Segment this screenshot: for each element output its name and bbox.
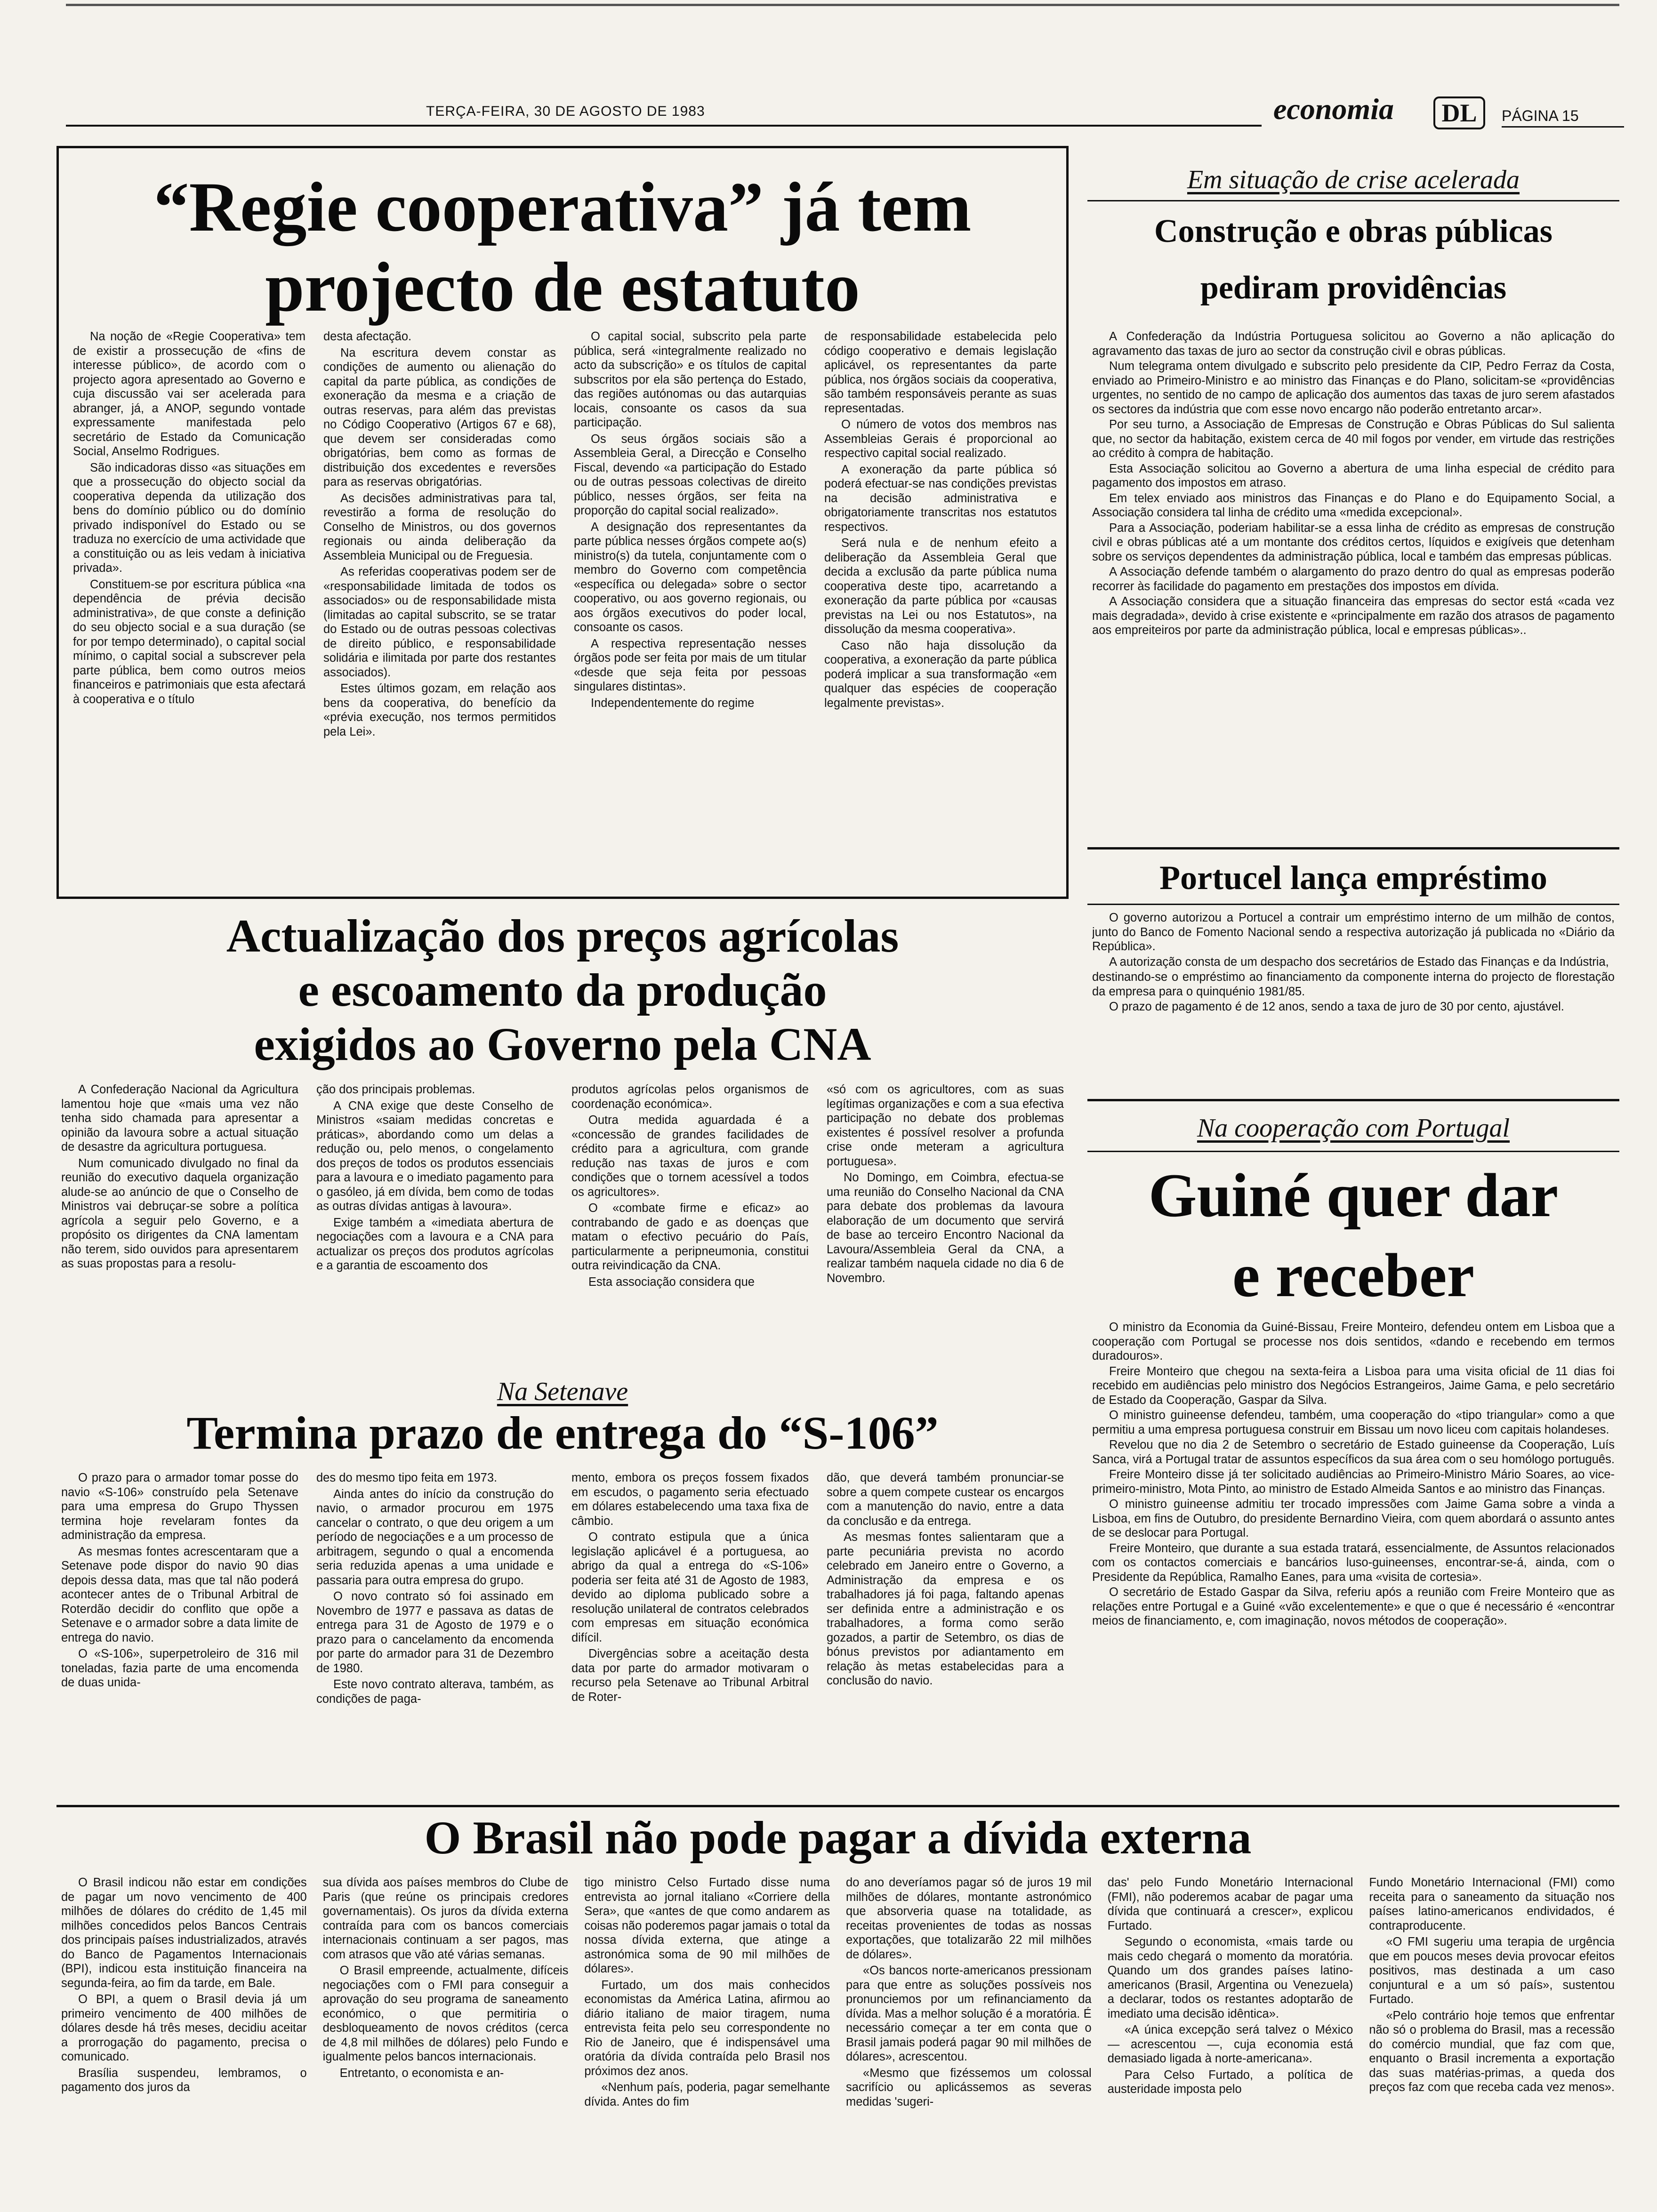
brasil-paragraph: O BPI, a quem o Brasil devia já um primeiro vencimento de 400 milhões de dólares desde há três meses, decidiu aceitar a prorrogação do pagamento, precisa o comunicado. (61, 1993, 307, 2063)
guine-body (1092, 1320, 1615, 1795)
masthead-rule-left (66, 125, 1262, 127)
guine-paragraph: O ministro guineense defendeu, também, uma cooperação do «tipo triangular» como a que permitiu a uma empresa portuguesa construir em Bissau um novo liceu com capitais holandeses. (1092, 1409, 1615, 1436)
regie-headline-line2: projecto de estatuto (265, 248, 860, 326)
construcao-paragraph: Num telegrama ontem divulgado e subscrito pelo presidente da CIP, Pedro Ferraz da Costa, enviado ao Primeiro-Ministro e ao ministro das Finanças e do Plano, solicitam-se «providências urgentes, no sentido de no campo de aplicação dos aumentos das taxas de juro serem afastados os sectores da indústria que com esse novo encargo não poderão entretanto arcar». (1092, 360, 1615, 416)
guine-paragraph: O ministro guineense admitiu ter trocado impressões com Jaime Gama sobre a vinda a Lisboa, em fins de Outubro, do presidente Bernardino Vieira, com quem abordará o assunto antes de se deslocar para Portugal. (1092, 1498, 1615, 1539)
regie-paragraph: São indicadoras disso «as situações em que a prossecução do objecto social da cooperativa dependa da utilização dos bens do domínio público ou do domínio privado indisponível do Estado ou se traduza no exercício de uma actividade que a constituição ou as leis vedam à iniciativa privada». (73, 461, 306, 575)
portucel-paragraph: O governo autorizou a Portucel a contrair um empréstimo interno de um milhão de contos, junto do Banco de Fomento Nacional sendo a respectiva autorização já publicada no «Diário da República». (1092, 911, 1615, 953)
setenave-body (61, 1471, 1064, 1791)
portucel-body (1092, 911, 1615, 1085)
brasil-column-3 (584, 1875, 830, 2205)
cna-paragraph: A CNA exige que deste Conselho de Ministros «saiam medidas concretas e práticas», abordando como um delas a redução ou, pelo menos, o congelamento dos preços de todos os produtos essenciais para a lavoura e o imediato pagamento para o gasóleo, já em dívida, bem como de todas as outras dívidas antigas à lavoura». (316, 1099, 554, 1213)
portucel-title-rule (1087, 904, 1619, 905)
construcao-paragraph: Esta Associação solicitou ao Governo a abertura de uma linha especial de crédito para pagamento dos impostos em atraso. (1092, 462, 1615, 489)
masthead-date: TERÇA-FEIRA, 30 DE AGOSTO DE 1983 (426, 104, 705, 119)
regie-paragraph: As referidas cooperativas podem ser de «responsabilidade limitada de todos os associados» ou de responsabilidade mista (limitadas ao capital subscrito, se se tratar do Estado ou de outras pessoas colectivas de direito público, e responsabilidade solidária e ilimitada por parte dos restantes associados). (323, 565, 556, 679)
regie-paragraph: As decisões administrativas para tal, revestirão a forma de resolução do Conselho de Ministros, ou dos governos regionais ou ainda deliberação da Assembleia Municipal ou de Freguesia. (323, 491, 556, 562)
construcao-body (1092, 329, 1615, 838)
regie-paragraph: A exoneração da parte pública só poderá efectuar-se nas condições previstas na decisão administrativa e obrigatoriamente transcritas nos estatutos respectivos. (824, 463, 1057, 534)
construcao-kicker: Em situação de crise acelerada (1187, 165, 1520, 194)
cna-paragraph: Num comunicado divulgado no final da reunião do executivo daquela organização alude-se ao anúncio de que o Conselho de Ministros vai debruçar-se sobre a política agrícola a seguir pelo Governo, e a propósito os dirigentes da CNA lamentam não terem, sido ouvidos para apresentarem as suas propostas para a resolu- (61, 1156, 298, 1270)
brasil-paragraph: O Brasil empreende, actualmente, difíceis negociações com o FMI para conseguir a aprovação do seu programa de saneamento económico, o que permitiria o desbloqueamento de novos créditos (cerca de 4,8 mil milhões de dólares) pelo Fundo e igualmente pelos bancos internacionais. (322, 1964, 569, 2063)
guine-kicker-rule (1087, 1151, 1619, 1152)
setenave-column-1 (61, 1471, 298, 1791)
cna-paragraph: Outra medida aguardada é a «concessão de grandes facilidades de crédito para a agricultura, com grande redução nas taxas de juros e com condições que o tornem acessível a todos os agricultores». (571, 1114, 809, 1199)
brasil-column-2 (323, 1875, 569, 2205)
brasil-paragraph: O Brasil indicou não estar em condições de pagar um novo vencimento de 400 milhões de dólares do crédito de 1,45 mil milhões concedidos pelos Bancos Centrais dos principais países industrializados, através do Banco de Pagamentos Internacionais (BPI), indicou esta instituição financeira na segunda-feira, ao fim da tarde, em Bale. (61, 1876, 307, 1990)
brasil-paragraph: «Os bancos norte-americanos pressionam para que entre as soluções possíveis nos pronunciemos por um refinanciamento da dívida. Mas a melhor solução é a moratória. É necessário começar a ter em conta que o Brasil jamais poderá pagar 90 mil milhões de dólares», acrescentou. (846, 1964, 1092, 2063)
brasil-column-5 (1108, 1875, 1353, 2205)
masthead-page-number: PÁGINA 15 (1502, 107, 1579, 124)
setenave-column-3 (571, 1471, 809, 1791)
portucel-paragraph: destinando-se o empréstimo ao financiamento da componente interna do projecto de florestação da empresa para o quinquénio 1981/85. (1092, 970, 1615, 998)
guine-paragraph: O ministro da Economia da Guiné-Bissau, Freire Monteiro, defendeu ontem em Lisboa que a cooperação com Portugal se processe nos dois sentidos, «dando e recebendo em termos duradouros». (1092, 1321, 1615, 1362)
cna-paragraph: produtos agrícolas pelos organismos de coordenação económica». (571, 1083, 809, 1111)
setenave-paragraph: O novo contrato só foi assinado em Novembro de 1977 e passava as datas de entrega para 31 de Agosto de 1979 e o prazo para o cancelamento da encomenda por parte do armador para 31 de Dezembro de 1980. (316, 1590, 554, 1675)
setenave-paragraph: mento, embora os preços fossem fixados em escudos, o pagamento seria efectuado em dólares estabelecendo uma taxa fixa de câmbio. (571, 1471, 809, 1528)
brasil-paragraph: «Mesmo que fizéssemos um colossal sacrifício ou aplicássemos as severas medidas 'sugeri- (846, 2066, 1092, 2108)
setenave-paragraph: As mesmas fontes salientaram que a parte pecuniária prevista no acordo celebrado em Janeiro entre o Governo, a Administração da empresa e os trabalhadores já foi paga, faltando apenas ser definida entre a administração e os trabalhadores, a forma como serão gozados, a partir de Setembro, os dias de bónus previstos por adiantamento em relação às metas estabelecidas para a conclusão do navio. (827, 1531, 1064, 1687)
setenave-column-4 (827, 1471, 1064, 1791)
brasil-body (61, 1875, 1615, 2205)
cna-paragraph: ção dos principais problemas. (316, 1083, 475, 1096)
setenave-paragraph: O contrato estipula que a única legislação aplicável é a portuguesa, ao abrigo da qual a entrega do «S-106» poderia ser feita até 31 de Agosto de 1983, devido ao diploma publicado sobre a resolução unilateral de contratos celebrados com empresas em situação económica difícil. (571, 1531, 809, 1644)
brasil-paragraph: «O FMI sugeriu uma terapia de urgência que em poucos meses devia provocar efeitos positivos, mas destinada a um caso conjuntural e a um só país», sustentou Furtado. (1369, 1935, 1615, 2006)
construcao-paragraph: Por seu turno, a Associação de Empresas de Construção e Obras Públicas do Sul salienta que, no sector da habitação, existem cerca de 40 mil fogos por vender, em virtude das restrições ao crédito à compra de habitação. (1092, 418, 1615, 460)
guine-headline-line2: e receber (1232, 1241, 1475, 1310)
logo-text: DL (1441, 99, 1477, 127)
regie-paragraph: desta afectação. (323, 330, 412, 343)
brasil-paragraph: «Nenhum país, poderia, pagar semelhante dívida. Antes do fim (584, 2081, 830, 2108)
cna-headline-line1: Actualização dos preços agrícolas (226, 910, 899, 962)
cna-paragraph: «só com os agricultores, com as suas legítimas organizações e com a sua efectiva participação no debate dos problemas existentes é possível resolver a profunda crise onde meteram a agricultura portuguesa». (827, 1083, 1064, 1168)
setenave-paragraph: O prazo para o armador tomar posse do navio «S-106» construído pela Setenave para uma empresa do Grupo Thyssen termina hoje revelaram fontes da administração da empresa. (61, 1471, 298, 1542)
regie-paragraph: Estes últimos gozam, em relação aos bens da cooperativa, do benefício da «prévia execução, nos termos permitidos pela Lei». (323, 682, 556, 738)
portucel-bottom-rule (1087, 1099, 1619, 1101)
regie-paragraph: de responsabilidade estabelecida pelo código cooperativo e demais legislação aplicável, os representantes da parte pública, nos órgãos sociais da cooperativa, são também responsáveis perante as suas representadas. (824, 330, 1057, 415)
guine-paragraph: Freire Monteiro disse já ter solicitado audiências ao Primeiro-Ministro Mário Soares, ao vice-primeiro-ministro, Mota Pinto, ao ministro de Estado Almeida Santos e ao ministro das Finanças. (1092, 1468, 1615, 1496)
regie-headline-line1: “Regie cooperativa” já tem (153, 168, 972, 246)
regie-paragraph: O número de votos dos membros nas Assembleias Gerais é proporcional ao respectivo capital social realizado. (824, 418, 1057, 460)
brasil-column-1 (61, 1875, 307, 2205)
setenave-paragraph: O «S-106», superpetroleiro de 316 mil toneladas, fazia parte de uma encomenda de duas unida- (61, 1647, 298, 1689)
portucel-headline: Portucel lança empréstimo (1159, 859, 1547, 897)
guine-paragraph: O secretário de Estado Gaspar da Silva, referiu após a reunião com Freire Monteiro que as relações entre Portugal e a Guiné «vão excelentemente» e que o que é necessário é «encontrar meios de financiamento, e, com imaginação, novos métodos de cooperação». (1092, 1586, 1615, 1627)
brasil-paragraph: do ano deveríamos pagar só de juros 19 mil milhões de dólares, montante astronómico que absorveria quase na totalidade, as receitas provenientes de todas as nossas exportações, que totalizarão 22 mil milhões de dólares». (846, 1876, 1092, 1961)
regie-column-3 (574, 329, 806, 887)
cna-column-3 (571, 1082, 809, 1370)
cna-paragraph: Esta associação considera que (588, 1275, 755, 1289)
brasil-paragraph: Fundo Monetário Internacional (FMI) como receita para o saneamento da situação nos países latino-americanos endividados, é contraproducente. (1369, 1876, 1615, 1932)
guine-paragraph: Freire Monteiro que chegou na sexta-feira a Lisboa para uma visita oficial de 11 dias foi recebido em audiências pelo ministro dos Negócios Estrangeiros, Jaime Gama, e pelo secretário de Estado da Cooperação, Gaspar da Silva. (1092, 1364, 1615, 1407)
construcao-paragraph: A Confederação da Indústria Portuguesa solicitou ao Governo a não aplicação do agravamento das taxas de juro ao sector da construção civil e obras públicas. (1092, 330, 1615, 358)
cna-paragraph: No Domingo, em Coimbra, efectua-se uma reunião do Conselho Nacional da CNA para debate dos problemas da lavoura elaboração de um documento que servirá de base ao terceiro Encontro Nacional da Lavoura/Assembleia Geral da CNA, a realizar também naquela cidade no dia 6 de Novembro. (827, 1171, 1064, 1285)
brasil-paragraph: Para Celso Furtado, a política de austeridade imposta pelo (1107, 2068, 1353, 2096)
brasil-column-6 (1369, 1875, 1615, 2205)
regie-paragraph: Constituem-se por escritura pública «na dependência de prévia decisão administrativa», de que conste a definição do seu objecto social e a sua duração (se for por tempo determinado), o capital social mínimo, o capital social a subscrever pela parte pública, bem como outros meios financeiros e patrimoniais que esta afectará à cooperativa e o título (73, 577, 306, 706)
setenave-paragraph: As mesmas fontes acrescentaram que a Setenave pode dispor do navio 90 dias depois dessa data, mas que tal não poderá acontecer antes de o Tribunal Arbitral de Roterdão decidir do conflito que opõe a Setenave e o armador sobre a data limite de entrega do navio. (61, 1545, 298, 1644)
construcao-paragraph: Em telex enviado aos ministros das Finanças e do Plano e do Equipamento Social, a Associação considera tal linha de crédito uma «medida excepcional». (1092, 491, 1615, 519)
construcao-paragraph: Para a Associação, poderiam habilitar-se a essa linha de crédito as empresas de construção civil e obras públicas até a um montante dos créditos certos, líquidos e exigíveis que detenham sobre os serviços dependentes da administração pública, local e também das empresas públicas. (1092, 521, 1615, 563)
brasil-paragraph: Entretanto, o economista e an- (339, 2066, 504, 2080)
brasil-paragraph: Brasília suspendeu, lembramos, o pagamento dos juros da (61, 2066, 307, 2094)
setenave-paragraph: Divergências sobre a aceitação desta data por parte do armador motivaram o recurso pela Setenave ao Tribunal Arbitral de Roter- (571, 1647, 809, 1704)
cna-body (61, 1082, 1064, 1370)
brasil-headline: O Brasil não pode pagar a dívida externa (424, 1811, 1252, 1864)
regie-paragraph: Independentemente do regime (591, 696, 755, 710)
regie-column-1 (73, 329, 306, 887)
cna-paragraph: A Confederação Nacional da Agricultura lamentou hoje que «mais uma vez não tenha sido chamada para apresentar a opinião da lavoura sobre a actual situação de desastre da agricultura portuguesa. (61, 1083, 298, 1154)
masthead-logo (1433, 96, 1485, 129)
regie-paragraph: Na noção de «Regie Cooperativa» tem de existir a prossecução de «fins de interesse público», de acordo com o projecto agora apresentado ao Governo e cuja discussão vai ser acelerada para abranger, já, a ANOP, segundo vontade expressamente manifestada pelo secretário de Estado da Comunicação Social, Anselmo Rodrigues. (73, 330, 306, 458)
regie-column-4 (824, 329, 1057, 887)
regie-paragraph: A designação dos representantes da parte pública nesses órgãos compete ao(s) ministro(s) da tutela, conjuntamente com o membro do Governo com competência «específica ou delegada» sobre o sector cooperativo, ou aos governo regionais, ou aos órgãos executivos do poder local, consoante os casos. (574, 520, 806, 634)
cna-paragraph: Exige também a «imediata abertura de negociações com a lavoura e a CNA para actualizar os preços dos produtos agrícolas e a garantia de escoamento dos (316, 1216, 554, 1272)
cna-headline-line2: e escoamento da produção (298, 964, 827, 1016)
regie-column-2 (323, 329, 556, 887)
brasil-paragraph: «Pelo contrário hoje temos que enfrentar não só o problema do Brasil, mas a recessão do comércio mundial, que faz com que, enquanto o Brasil incrementa a exportação das suas matérias-primas, a queda dos preços faz com que receba cada vez menos». (1369, 2009, 1615, 2094)
guine-paragraph: Revelou que no dia 2 de Setembro o secretário de Estado guineense da Cooperação, Luís Sanca, virá a Portugal tratar de assuntos específicos da sua área com o seu homólogo português. (1092, 1438, 1615, 1466)
brasil-paragraph: das' pelo Fundo Monetário Internacional (FMI), não poderemos acabar de pagar uma dívida que continuará a crescer», explicou Furtado. (1107, 1876, 1353, 1932)
guine-kicker: Na cooperação com Portugal (1197, 1114, 1510, 1143)
construcao-headline-line1: Construção e obras públicas (1154, 213, 1552, 249)
masthead-section: economia (1273, 92, 1394, 126)
portucel-paragraph: O prazo de pagamento é de 12 anos, sendo a taxa de juro de 30 por cento, ajustável. (1109, 1000, 1564, 1013)
construcao-bottom-rule (1087, 847, 1619, 850)
cna-column-1 (61, 1082, 298, 1370)
brasil-paragraph: «A única excepção será talvez o México — acrescentou —, cuja economia está demasiado ligada à norte-americana». (1107, 2023, 1353, 2065)
regie-paragraph: O capital social, subscrito pela parte pública, será «integralmente realizado no acto da subscrição» e os títulos de capital subscritos por ela são pertença do Estado, das regiões autónomas ou das autarquias locais, consoante os casos da sua participação. (574, 330, 806, 429)
setenave-paragraph: des do mesmo tipo feita em 1973. (316, 1471, 498, 1484)
guine-headline-line1: Guiné quer dar (1148, 1161, 1559, 1230)
masthead-rule-right (1502, 126, 1624, 128)
regie-paragraph: A respectiva representação nesses órgãos pode ser feita por mais de um titular «desde que seja feita por pessoas singulares distintas». (574, 637, 806, 693)
construcao-paragraph: A Associação considera que a situação financeira das empresas do sector está «cada vez mais degradada», devido à crise existente e «principalmente em razão dos atrasos de pagamento aos empreiteiros por parte da administração pública, local e empresas públicas».. (1092, 595, 1615, 637)
top-edge-rule (66, 4, 1619, 6)
construcao-headline-line2: pediram providências (1200, 270, 1507, 306)
portucel-paragraph: A autorização consta de um despacho dos secretários de Estado das Finanças e da Indústria, (1109, 955, 1609, 969)
cna-column-2 (316, 1082, 554, 1370)
setenave-paragraph: Ainda antes do início da construção do navio, o armador procurou em 1975 cancelar o contrato, o que deu origem a um período de negociações e a um processo de arbitragem, segundo o qual a encomenda seria reduzida apenas a uma unidade e passaria para outra empresa do grupo. (316, 1487, 554, 1587)
regie-body (73, 329, 1057, 887)
setenave-column-2 (316, 1471, 554, 1791)
brasil-top-rule (56, 1805, 1619, 1807)
setenave-paragraph: Este novo contrato alterava, também, as condições de paga- (316, 1678, 554, 1706)
cna-paragraph: O «combate firme e eficaz» ao contrabando de gado e as doenças que matam o efectivo pecuário do País, particularmente a peripneumonia, constitui outra reivindicação da CNA. (571, 1202, 809, 1272)
brasil-paragraph: sua dívida aos países membros do Clube de Paris (que reúne os principais credores governamentais). Os juros da dívida externa contraída para com os bancos comerciais internacionais continuam a ser pagos, mas com atrasos que vão até várias semanas. (322, 1876, 569, 1961)
brasil-column-4 (846, 1875, 1092, 2205)
construcao-kicker-rule (1087, 200, 1619, 201)
setenave-headline: Termina prazo de entrega do “S-106” (186, 1407, 939, 1459)
setenave-paragraph: dão, que deverá também pronunciar-se sobre a quem compete custear os encargos com a manutenção do navio, entre a data da conclusão e da entrega. (827, 1471, 1064, 1528)
regie-paragraph: Na escritura devem constar as condições de aumento ou alienação do capital da parte pública, as condições de exoneração da mesma e a criação de outras reservas, para além das previstas no Código Cooperativo (Artigos 67 e 68), que devem ser consideradas como obrigatórias, bem como as formas de distribuição dos excedentes e reversões para as reservas obrigatórias. (323, 346, 556, 489)
setenave-kicker: Na Setenave (497, 1377, 628, 1406)
brasil-paragraph: Furtado, um dos mais conhecidos economistas da América Latina, afirmou ao diário italiano de maior tiragem, numa entrevista feita pelo seu correspondente no Rio de Janeiro, que é indispensável uma oratória da dívida contraída pelo Brasil nos próximos dez anos. (584, 1978, 830, 2078)
cna-column-4 (827, 1082, 1064, 1370)
brasil-paragraph: Segundo o economista, «mais tarde ou mais cedo chegará o momento da moratória. Quando um dos grandes países latino-americanos (Brasil, Argentina ou Venezuela) a declarar, todos os restantes adoptarão de imediato uma decisão idêntica». (1107, 1935, 1353, 2020)
cna-headline-line3: exigidos ao Governo pela CNA (254, 1018, 871, 1070)
brasil-paragraph: tigo ministro Celso Furtado disse numa entrevista ao jornal italiano «Corriere della Sera», que «antes de que como andarem as coisas não poderemos pagar jamais o total da nossa dívida externa, que atinge a astronómica soma de 90 mil milhões de dólares». (584, 1876, 830, 1975)
regie-paragraph: Caso não haja dissolução da cooperativa, a exoneração da parte pública poderá implicar a sua transformação «em qualquer das espécies de cooperação legalmente previstas». (824, 639, 1057, 710)
regie-paragraph: Será nula e de nenhum efeito a deliberação da Assembleia Geral que decida a exclusão da parte pública numa cooperativa deste tipo, acarretando a exoneração da parte pública por «causas previstas na Lei ou nos Estatutos», na dissolução da mesma cooperativa». (824, 537, 1057, 636)
construcao-paragraph: A Associação defende também o alargamento do prazo dentro do qual as empresas poderão recorrer às facilidade do pagamento em prestações dos impostos em dívida. (1092, 565, 1615, 593)
guine-paragraph: Freire Monteiro, que durante a sua estada tratará, essencialmente, de Assuntos relacionados com os contactos comerciais e bancários luso-guineenses, encontrar-se-á, ainda, com o Presidente da República, Ramalho Eanes, para uma «visita de cortesia». (1092, 1541, 1615, 1584)
regie-paragraph: Os seus órgãos sociais são a Assembleia Geral, a Direcção e Conselho Fiscal, devendo «a participação do Estado ou de outras pessoas colectivas de direito público, nesses órgãos, ser feita na proporção do capital social realizado». (574, 432, 806, 517)
